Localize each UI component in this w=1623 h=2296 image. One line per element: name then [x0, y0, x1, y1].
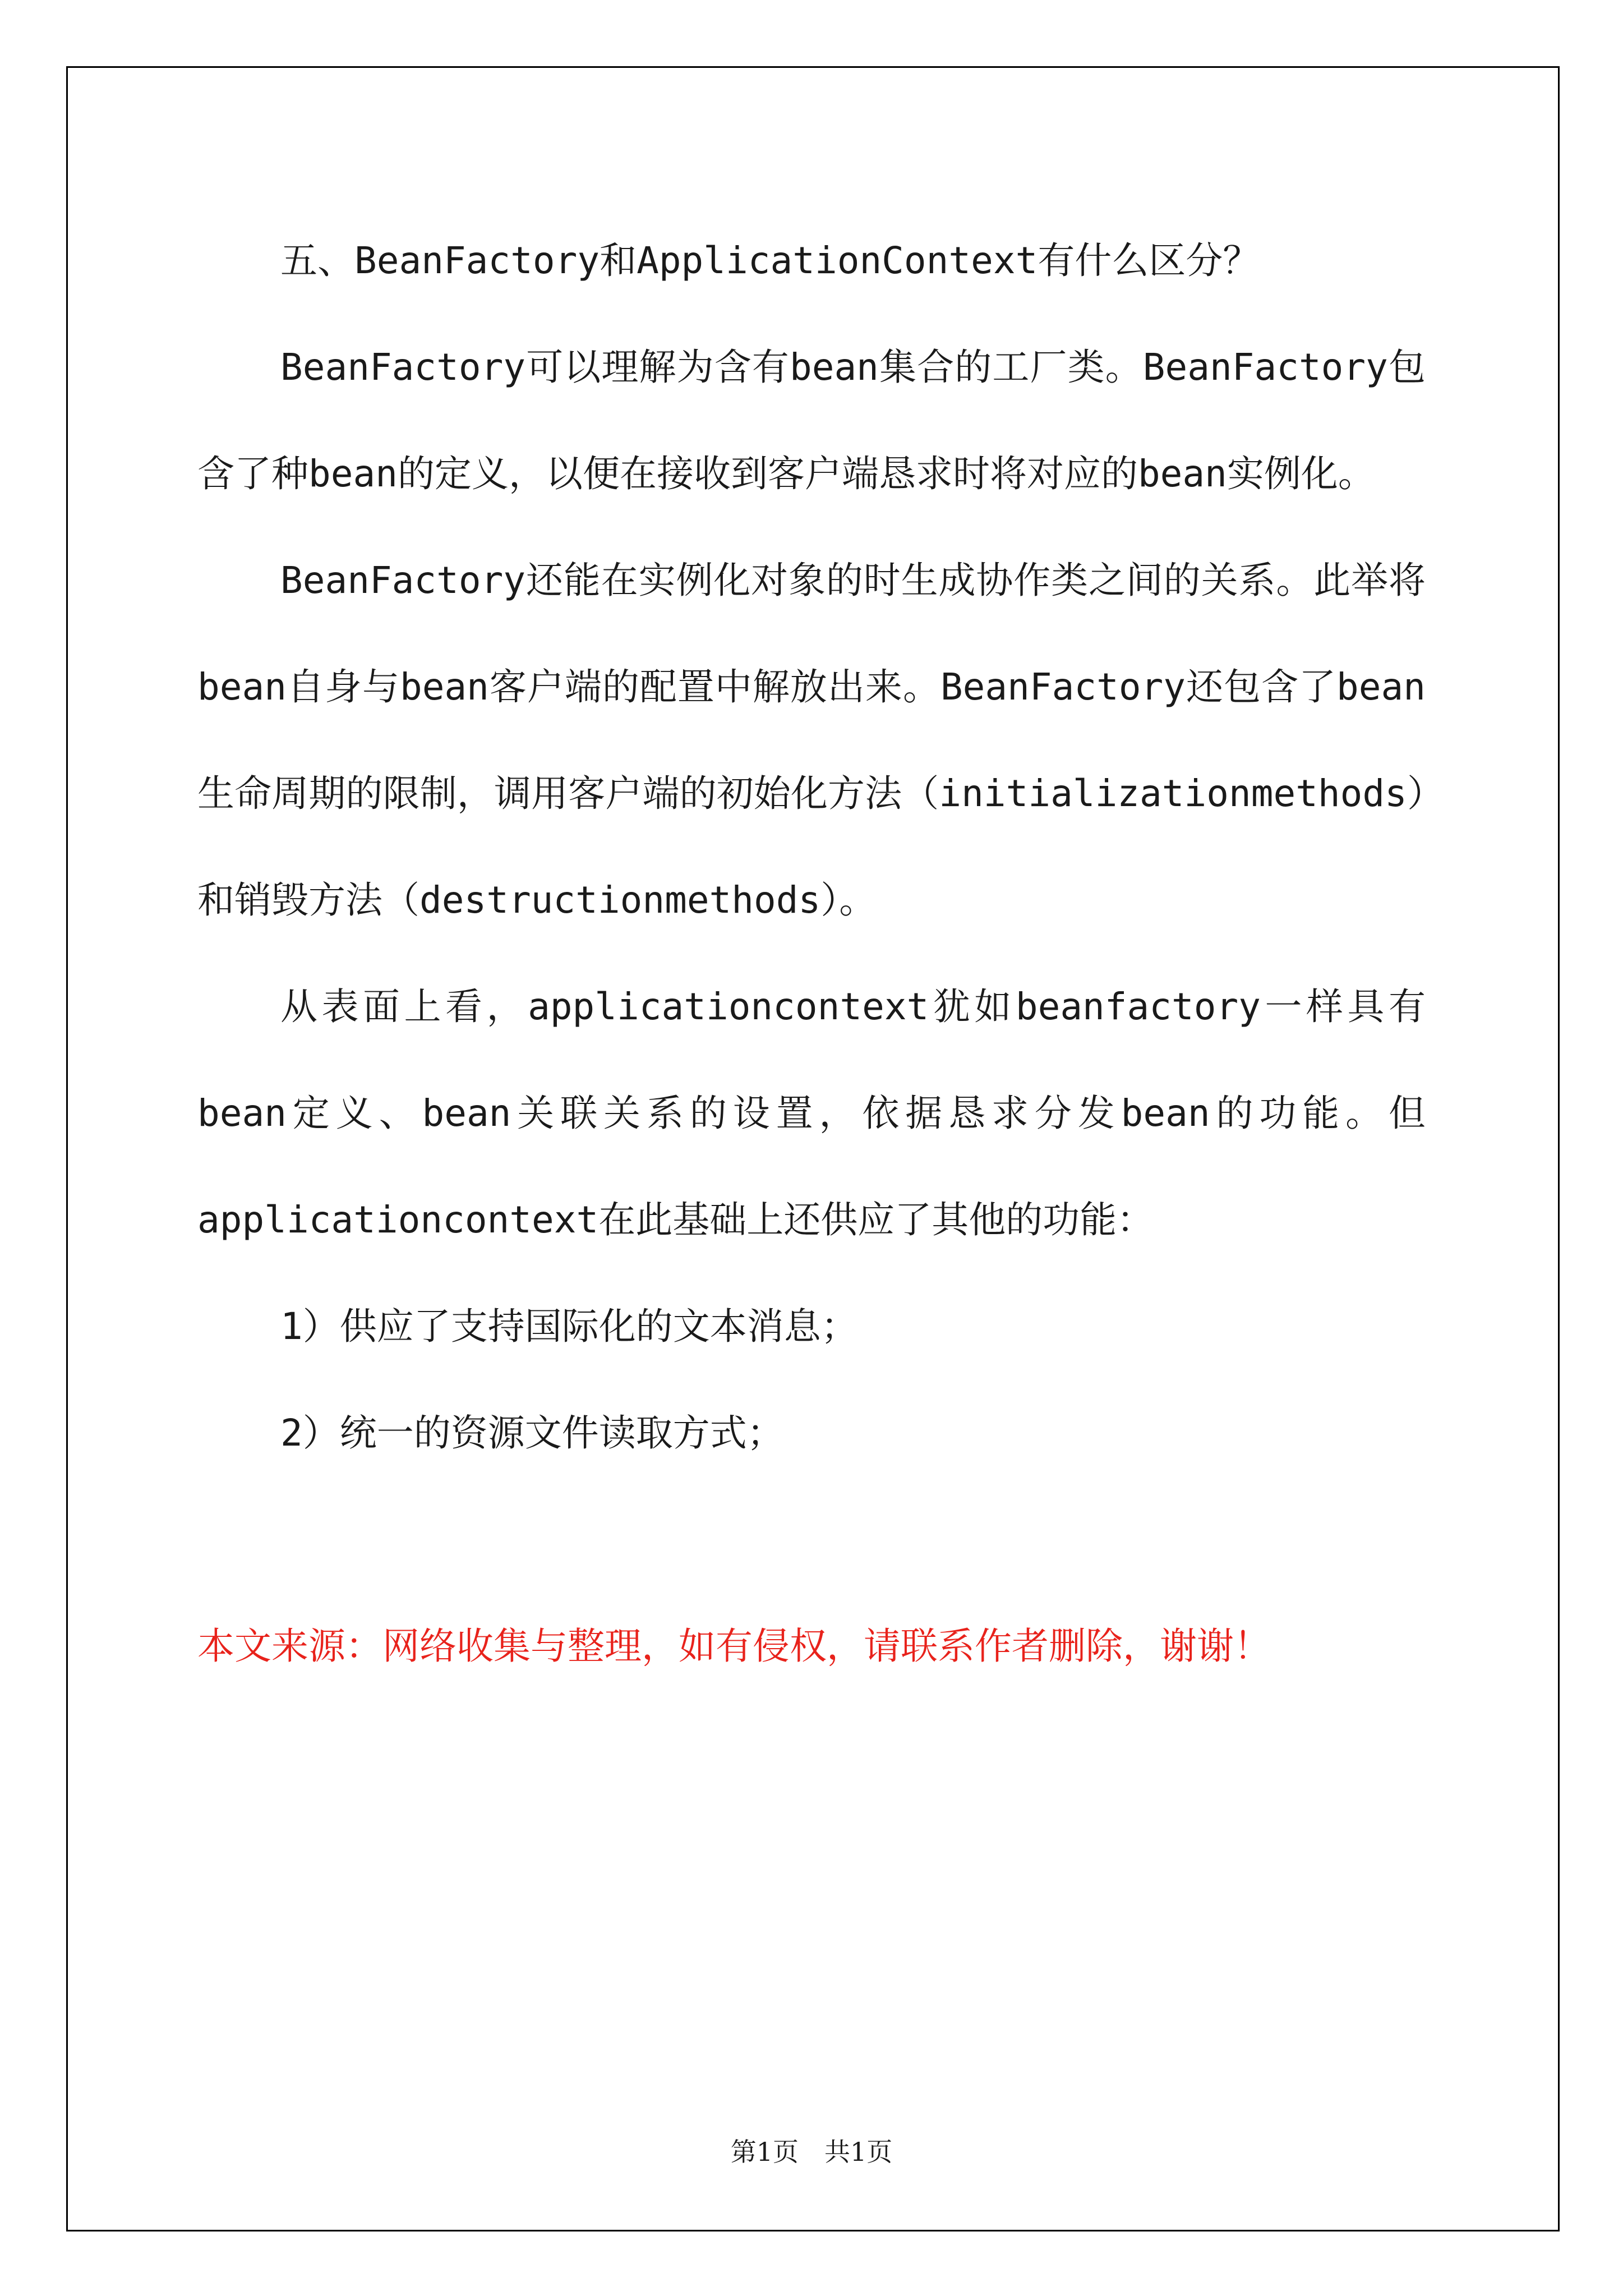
source-notice: 本文来源：网络收集与整理，如有侵权，请联系作者删除，谢谢！ — [197, 1625, 1271, 1668]
page-number-footer: 第1页 共1页 — [730, 2137, 893, 2167]
document-body — [197, 208, 1426, 1737]
list-item: 1）供应了支持国际化的文本消息； — [280, 1305, 858, 1348]
list-item: 2）统一的资源文件读取方式； — [280, 1411, 784, 1455]
section-heading: 五、BeanFactory和ApplicationContext有什么区分？ — [280, 239, 1260, 282]
paragraph: 从表面上看，applicationcontext犹如beanfactory一样具有bean定义、bean关联关系的设置，依据恳求分发bean的功能。但applicationcontext在此基础上还供应了其他的功能： — [197, 985, 1426, 1241]
paragraph: BeanFactory还能在实例化对象的时生成协作类之间的关系。此举将bean自身与bean客户端的配置中解放出来。BeanFactory还包含了bean生命周期的限制，调用客户端的初始化方法（initializationmethods）和销毁方法（destructionmethods）。 — [197, 559, 1426, 922]
paragraph: BeanFactory可以理解为含有bean集合的工厂类。BeanFactory包含了种bean的定义，以便在接收到客户端恳求时将对应的bean实例化。 — [197, 346, 1426, 495]
